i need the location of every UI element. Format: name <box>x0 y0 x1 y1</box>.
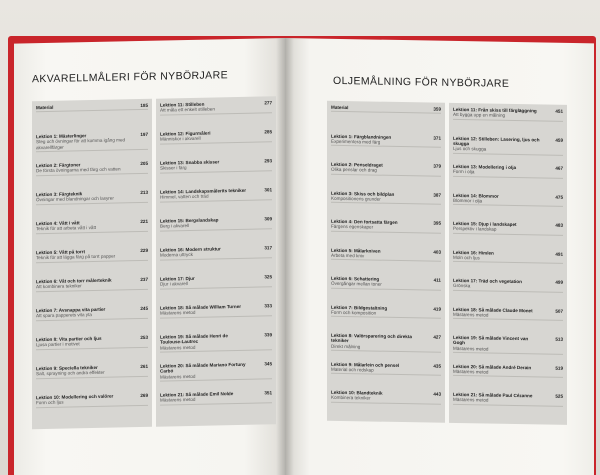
toc-entry-label: Material <box>36 104 54 111</box>
toc-entry-description: Färgens egenskaper <box>331 224 374 230</box>
toc-entry-description: Kombinera tekniker <box>331 395 371 401</box>
toc-entry <box>331 390 441 405</box>
toc-entry-page-number: 285 <box>264 129 272 135</box>
toc-entry <box>331 361 441 376</box>
toc-entry-description: Experimentera med färg <box>331 138 381 145</box>
toc-entry-description: Kompositionens grunder <box>331 195 381 202</box>
toc-entry <box>160 361 272 382</box>
toc-entry <box>331 162 441 177</box>
toc-entry-page-number: 293 <box>264 158 272 164</box>
toc-entry-page-number: 403 <box>433 249 441 255</box>
toc-entry-label: Lektion 7: Bildgestaltning <box>331 304 388 311</box>
toc-entry-page-number: 237 <box>140 276 148 283</box>
toc-entry-description: Blommor i olja <box>453 197 483 204</box>
toc-entry-label: Lektion 18: Så målade William Turner <box>160 303 242 311</box>
toc-entry-label: Lektion 15: Bergslandskap <box>160 217 219 224</box>
toc-entry-page-number: 387 <box>433 192 441 198</box>
toc-entry-label: Lektion 10: Modellering och valörer <box>36 393 114 401</box>
toc-entry-label: Lektion 17: Träd och vegetation <box>453 277 522 285</box>
toc-entry-description: Att bygga upp en målning <box>453 112 506 119</box>
toc-entry-page-number: 395 <box>433 220 441 226</box>
toc-entry-description: Mästarens metod <box>160 373 196 380</box>
toc-entry <box>36 219 148 234</box>
book-gutter <box>276 38 294 475</box>
toc-entry <box>453 135 563 155</box>
toc-entry-description: Övergångar mellan toner <box>331 281 382 288</box>
toc-entry-description: Arbeta med kniv <box>331 252 365 259</box>
toc-entry-page-number: 345 <box>264 361 272 367</box>
open-book <box>14 38 594 475</box>
toc-entry-page-number: 317 <box>264 245 272 251</box>
toc-entry <box>453 107 563 122</box>
toc-entry-label: Lektion 15: Djup i landskapet <box>453 220 517 228</box>
toc-entry-description: Salt, sprayning och andra effekter <box>36 370 105 377</box>
toc-entry-label: Lektion 6: Våt och torr målerteknik <box>36 277 112 285</box>
toc-entry-page-number: 459 <box>555 137 563 143</box>
toc-entry-page-number: 213 <box>140 189 148 196</box>
toc-entry-description: Form och komposition <box>331 309 377 316</box>
toc-entry-label: Lektion 6: Schattering <box>331 275 380 282</box>
toc-entry-page-number: 525 <box>555 393 563 399</box>
toc-entry-page-number: 513 <box>555 336 563 342</box>
toc-entry-page-number: 483 <box>555 222 563 228</box>
toc-entry <box>36 161 148 176</box>
toc-entry-page-number: 451 <box>555 108 563 114</box>
toc-entry-page-number: 351 <box>264 390 272 396</box>
toc-entry-label: Lektion 21: Så målade Paul Cézanne <box>453 391 533 399</box>
toc-entry-description: De första övningarna med färg och vatten <box>36 166 121 174</box>
toc-entry-label: Material <box>331 104 349 111</box>
toc-entry-label: Lektion 17: Djur <box>160 275 195 282</box>
toc-entry-page-number: 435 <box>433 363 441 369</box>
toc-entry <box>160 187 272 202</box>
toc-entry-label: Lektion 20: Så målade André Derain <box>453 363 532 370</box>
toc-entry-label: Lektion 21: Så målade Emil Nolde <box>160 391 234 398</box>
toc-entry-description: Att måla ett enkelt stilleben <box>160 106 215 114</box>
toc-entry-label: Lektion 11: Från skiss till färgläggning <box>453 106 537 114</box>
toc-entry-description: Teknik för att lägga färg på torrt papper <box>36 253 116 261</box>
toc-entry-page-number: 507 <box>555 308 563 314</box>
right-page <box>285 38 594 475</box>
toc-entry <box>36 132 148 153</box>
toc-entry <box>453 392 563 407</box>
toc-entry <box>36 277 148 292</box>
toc-entry-label: Lektion 8: Valörsparering och direkta tekniker <box>331 332 412 344</box>
left-page <box>14 38 285 475</box>
toc-entry <box>160 100 272 115</box>
toc-entry <box>331 133 441 148</box>
toc-entry-page-number: 411 <box>433 277 441 283</box>
toc-entry-description: Berg i akvarell <box>160 223 190 230</box>
toc-entry <box>453 306 563 321</box>
toc-entry-label: Lektion 5: Målarkniven <box>331 247 381 254</box>
toc-entry-description: Mästarens metod <box>453 345 489 352</box>
toc-entry <box>453 164 563 179</box>
toc-entry-page-number: 229 <box>140 247 148 254</box>
toc-entry <box>160 390 272 405</box>
toc-entry <box>160 303 272 318</box>
toc-entry <box>331 333 441 353</box>
toc-entry-label: Lektion 4: Vått i vått <box>36 220 80 227</box>
toc-entry-page-number: 475 <box>555 194 563 200</box>
toc-entry-page-number: 491 <box>555 251 563 257</box>
toc-entry <box>160 332 272 353</box>
toc-entry-page-number: 301 <box>264 187 272 193</box>
toc-entry <box>331 219 441 234</box>
toc-entry-page-number: 419 <box>433 306 441 312</box>
toc-entry-description: Övningar med blandningar och lasyrer <box>36 195 114 203</box>
toc-entry-page-number: 205 <box>140 160 148 167</box>
toc-entry <box>36 306 148 321</box>
toc-entry-label: Lektion 19: Så målade Vincent van Gogh <box>453 334 529 346</box>
toc-entry-page-number: 467 <box>555 165 563 171</box>
toc-entry-label: Lektion 7: Avsnappa vita partier <box>36 306 106 314</box>
toc-entry <box>453 221 563 236</box>
toc-entry-page-number: 261 <box>140 363 148 370</box>
toc-entry-description: Teknik för att arbeta vått i vått <box>36 225 97 232</box>
toc-entry-label: Lektion 10: Blandteknik <box>331 389 383 396</box>
toc-entry-label: Lektion 11: Stilleben <box>160 101 205 108</box>
toc-entry-description: Material och redskap <box>331 366 374 373</box>
toc-entry-page-number: 245 <box>140 305 148 312</box>
toc-entry-label: Lektion 13: Snabba skisser <box>160 159 220 166</box>
toc-entry-page-number: 371 <box>433 135 441 141</box>
toc-entry-description: Att spara papperets vita yta <box>36 312 92 319</box>
toc-entry <box>36 335 148 350</box>
toc-entry-label: Lektion 8: Vita partier och ljus <box>36 335 102 343</box>
toc-entry-label: Lektion 18: Så målade Claude Monet <box>453 306 533 313</box>
toc-entry <box>160 216 272 231</box>
toc-entry-description: Ljus och skugga <box>453 146 487 152</box>
toc-entry-label: Lektion 19: Så målade Henri de Toulouse-Lautrec <box>160 333 228 346</box>
toc-entry <box>331 276 441 291</box>
toc-entry-label: Lektion 16: Himlen <box>453 249 494 256</box>
toc-entry-page-number: 309 <box>264 216 272 222</box>
toc-entry <box>36 393 148 408</box>
toc-entry-description: Människor i akvarell <box>160 136 201 143</box>
toc-entry-description: Mästarens metod <box>453 397 489 403</box>
toc-entry-description: Mästarens metod <box>160 344 196 351</box>
toc-entry-description: Olika penslar och drag <box>331 167 377 174</box>
toc-entry-page-number: 253 <box>140 334 148 341</box>
toc-entry <box>160 274 272 289</box>
toc-entry <box>453 278 563 293</box>
toc-entry-description: Direkt målning <box>331 343 361 350</box>
toc-entry-page-number: 185 <box>140 102 148 109</box>
toc-entry-label: Lektion 1: Färgblandningen <box>331 133 392 140</box>
toc-entry <box>36 190 148 205</box>
toc-entry-label: Lektion 13: Modellering i olja <box>453 163 517 171</box>
toc-entry-description: Mästarens metod <box>160 310 196 317</box>
toc-entry-label: Lektion 1: Mästerlinger <box>36 133 87 140</box>
toc-entry-description: Grönska <box>453 283 471 289</box>
toc-entry-description: Moderna uttryck <box>160 252 193 259</box>
toc-entry-description: Djur i akvarell <box>160 281 188 288</box>
toc-entry-page-number: 221 <box>140 218 148 225</box>
toc-entry <box>453 335 563 355</box>
toc-entry-label: Lektion 16: Modern struktur <box>160 246 221 253</box>
toc-entry-page-number: 443 <box>433 391 441 397</box>
toc-entry-description: Ljusa partier i motivet <box>36 341 80 348</box>
toc-entry-page-number: 339 <box>264 332 272 338</box>
toc-entry-description: Skisser i färg <box>160 165 187 172</box>
toc-entry-page-number: 519 <box>555 365 563 371</box>
toc-entry <box>453 192 563 207</box>
toc-entry-label: Lektion 5: Vått på torrt <box>36 249 86 256</box>
toc-entry-label: Lektion 12: Stilleben: Lasering, ljus och skugga <box>453 135 540 147</box>
toc-entry-label: Lektion 20: Så målade Mariano Fortuny Carbó <box>160 361 246 375</box>
toc-entry-page-number: 277 <box>264 100 272 106</box>
toc-entry-label: Lektion 2: Penseldraget <box>331 161 383 168</box>
toc-entry-page-number: 379 <box>433 163 441 169</box>
toc-entry <box>331 304 441 319</box>
toc-entry-description: Steg och övningar för att komma igång med akvarellfärger <box>36 137 126 151</box>
toc-entry <box>36 364 148 379</box>
toc-entry <box>160 158 272 173</box>
left-page-title: AKVARELLMÅLERI FÖR NYBÖRJARE <box>32 69 228 86</box>
toc-entry <box>160 129 272 144</box>
toc-entry-description: Form i olja <box>453 169 475 175</box>
toc-entry-page-number: 499 <box>555 279 563 285</box>
toc-entry-description: Moln och ljus <box>453 254 480 261</box>
toc-entry-description: Himmel, vatten och träd <box>160 194 209 201</box>
toc-entry-page-number: 333 <box>264 303 272 309</box>
toc-entry-page-number: 197 <box>140 131 148 138</box>
toc-entry <box>331 190 441 205</box>
toc-entry-page-number: 427 <box>433 334 441 340</box>
toc-entry-label: Lektion 3: Färgteknik <box>36 191 83 198</box>
toc-entry-label: Lektion 3: Skiss och bildplan <box>331 190 395 197</box>
toc-entry <box>331 247 441 262</box>
toc-entry-description: Form och ljus <box>36 400 64 406</box>
toc-entry-label: Lektion 14: Blommor <box>453 192 499 199</box>
toc-entry-description: Perspektiv i landskap <box>453 226 497 233</box>
toc-entry <box>453 249 563 264</box>
toc-entry-description: Mästarens metod <box>160 397 196 404</box>
toc-entry-label: Lektion 9: Speciella tekniker <box>36 364 98 372</box>
toc-entry-description: Mästarens metod <box>453 368 489 375</box>
toc-entry <box>160 245 272 260</box>
toc-entry-label: Lektion 2: Färgtoner <box>36 162 81 169</box>
toc-entry-label: Lektion 14: Landskapsmålerits tekniker <box>160 187 247 195</box>
toc-entry-page-number: 269 <box>140 392 148 399</box>
toc-entry <box>453 363 563 378</box>
toc-entry-page-number: 325 <box>264 274 272 280</box>
toc-entry-page-number: 359 <box>433 106 441 112</box>
toc-entry-label: Lektion 4: Den fortsatta färgen <box>331 218 398 225</box>
toc-entry-label: Lektion 9: Målarlein och pensel <box>331 361 400 368</box>
toc-entry-label: Lektion 12: Figurmåleri <box>160 130 211 137</box>
right-page-title: OLJEMÅLNING FÖR NYBÖRJARE <box>333 74 510 90</box>
toc-entry <box>36 248 148 263</box>
toc-entry-description: Mästarens metod <box>453 311 489 318</box>
toc-entry-description: Att kombinera tekniker <box>36 283 82 290</box>
